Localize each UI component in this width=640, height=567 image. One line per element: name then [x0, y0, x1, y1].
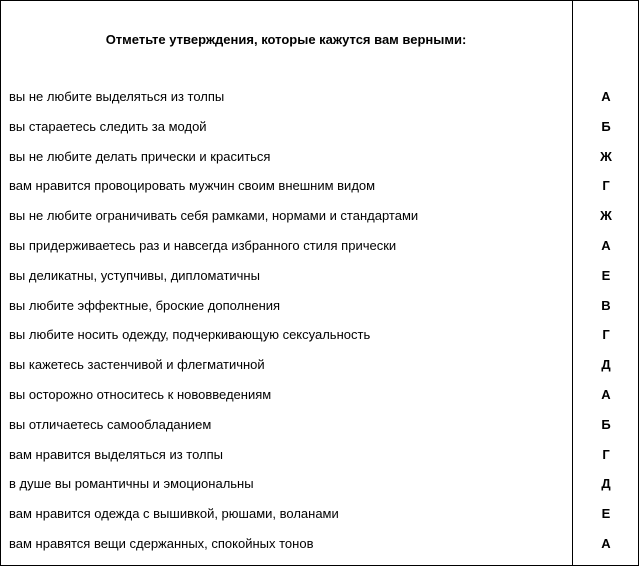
answer-code: Д — [601, 357, 611, 373]
answer-code: А — [601, 386, 611, 402]
table-row — [0, 446, 639, 476]
statement-text: вы любите эффектные, броские дополнения — [9, 297, 281, 313]
statement-text: вы придерживаетесь раз и навсегда избранного стиля прически — [9, 237, 397, 253]
answer-code: А — [601, 535, 611, 551]
answer-code: В — [601, 297, 611, 313]
answer-code: Д — [601, 476, 611, 492]
table-row — [0, 416, 639, 446]
answer-code: Е — [601, 506, 611, 522]
statement-text: вы любите носить одежду, подчеркивающую сексуальность — [9, 327, 371, 343]
table-row — [0, 267, 639, 297]
statement-text: вам нравится выделяться из толпы — [9, 446, 223, 462]
answer-code: А — [601, 237, 611, 253]
table-row — [0, 88, 639, 118]
answer-code: Ж — [600, 208, 612, 224]
table-row — [0, 535, 639, 565]
statement-text: вы кажетесь застенчивой и флегматичной — [9, 357, 265, 373]
table-row — [0, 326, 639, 356]
statement-text: вы осторожно относитесь к нововведениям — [9, 386, 272, 402]
answer-code: Б — [601, 118, 611, 134]
answer-code: Г — [602, 327, 610, 343]
answer-code: Б — [601, 416, 611, 432]
statement-list — [0, 88, 639, 565]
statement-text: вам нравится провоцировать мужчин своим внешним видом — [9, 178, 376, 194]
table-row — [0, 177, 639, 207]
table-row — [0, 505, 639, 535]
answer-code: А — [601, 89, 611, 104]
statement-text: вы отличаетесь самообладанием — [9, 416, 212, 432]
table-row — [0, 386, 639, 416]
table-row — [0, 356, 639, 386]
table-row — [0, 297, 639, 327]
statement-text: вы деликатны, уступчивы, дипломатичны — [9, 267, 260, 283]
table-row — [0, 207, 639, 237]
table-row — [0, 237, 639, 267]
statement-text: вы не любите ограничивать себя рамками, нормами и стандартами — [9, 208, 419, 224]
table-row — [0, 118, 639, 148]
statement-text: вам нравится одежда с вышивкой, рюшами, воланами — [9, 506, 339, 522]
table-row — [0, 148, 639, 178]
answer-code: Ж — [600, 148, 612, 164]
table-row — [0, 475, 639, 505]
statement-text: в душе вы романтичны и эмоциональны — [9, 476, 254, 492]
statement-text: вы не любите делать прически и краситься — [9, 148, 271, 164]
answer-code: Е — [601, 267, 611, 283]
statement-text: вы стараетесь следить за модой — [9, 118, 207, 134]
answer-code: Г — [602, 178, 610, 194]
statement-text: вам нравятся вещи сдержанных, спокойных тонов — [9, 535, 314, 551]
answer-code: Г — [602, 446, 610, 462]
table-header: Отметьте утверждения, которые кажутся вам верными: — [105, 32, 467, 47]
statement-text: вы не любите выделяться из толпы — [9, 89, 225, 104]
